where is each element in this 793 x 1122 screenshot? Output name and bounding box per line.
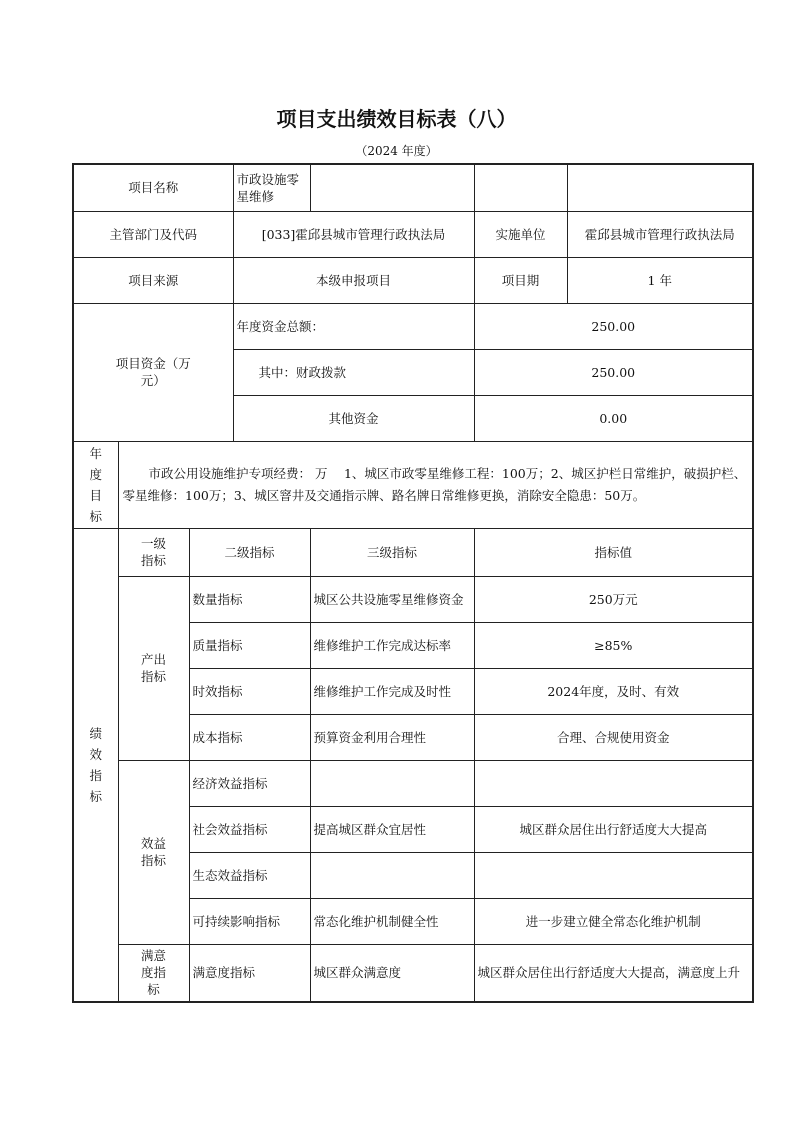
l2-cell: 可持续影响指标 (189, 898, 310, 944)
l1-cell: 产出指标 (118, 576, 189, 760)
l3-cell: 城区群众满意度 (310, 944, 474, 1002)
l3-cell: 城区公共设施零星维修资金 (310, 576, 474, 622)
fiscal-value: 250.00 (474, 349, 753, 395)
goal-label: 年度目标 (73, 441, 118, 528)
value-cell (474, 852, 753, 898)
dept-value: [033]霍邱县城市管理行政执法局 (233, 211, 474, 257)
value-cell: 城区群众居住出行舒适度大大提高，满意度上升 (474, 944, 753, 1002)
l3-cell: 提高城区群众宜居性 (310, 806, 474, 852)
empty-cell (310, 164, 474, 211)
l2-cell: 质量指标 (189, 622, 310, 668)
value-cell: 合理、合规使用资金 (474, 714, 753, 760)
fiscal-label: 其中：财政拨款 (233, 349, 474, 395)
header-l1: 一级指标 (118, 528, 189, 576)
table-row (73, 944, 753, 1002)
value-cell: 进一步建立健全常态化维护机制 (474, 898, 753, 944)
l1-cell: 满意度指标 (118, 944, 189, 1002)
name-label: 项目名称 (73, 164, 233, 211)
header-l2: 二级指标 (189, 528, 310, 576)
other-label: 其他资金 (233, 395, 474, 441)
l2-cell: 数量指标 (189, 576, 310, 622)
l3-cell: 预算资金利用合理性 (310, 714, 474, 760)
value-cell (474, 760, 753, 806)
page-title: 项目支出绩效目标表（八） (276, 107, 517, 131)
total-label: 年度资金总额： (233, 303, 474, 349)
value-cell: 2024年度，及时、有效 (474, 668, 753, 714)
empty-cell (567, 164, 753, 211)
value-cell: ≥85% (474, 622, 753, 668)
l3-cell: 维修维护工作完成及时性 (310, 668, 474, 714)
performance-table (72, 163, 754, 1003)
period-label: 项目期 (474, 257, 567, 303)
l3-cell (310, 760, 474, 806)
l1-cell: 效益指标 (118, 760, 189, 944)
l2-cell: 社会效益指标 (189, 806, 310, 852)
l2-cell: 经济效益指标 (189, 760, 310, 806)
impl-value: 霍邱县城市管理行政执法局 (567, 211, 753, 257)
name-value: 市政设施零星维修 (233, 164, 310, 211)
fiscal-year: （2024 年度） (355, 144, 438, 158)
value-cell: 城区群众居住出行舒适度大大提高 (474, 806, 753, 852)
l2-cell: 成本指标 (189, 714, 310, 760)
total-value: 250.00 (474, 303, 753, 349)
header-l3: 三级指标 (310, 528, 474, 576)
perf-label: 绩效指标 (73, 528, 118, 1002)
l2-cell: 时效指标 (189, 668, 310, 714)
l3-cell (310, 852, 474, 898)
funds-label: 项目资金（万元） (73, 303, 233, 441)
source-value: 本级申报项目 (233, 257, 474, 303)
table-row (73, 576, 753, 622)
dept-label: 主管部门及代码 (73, 211, 233, 257)
impl-label: 实施单位 (474, 211, 567, 257)
value-cell: 250万元 (474, 576, 753, 622)
l3-cell: 维修维护工作完成达标率 (310, 622, 474, 668)
period-value: 1 年 (567, 257, 753, 303)
goal-text: 市政公用设施维护专项经费： 万 1、城区市政零星维修工程：100万；2、城区护栏日常维护，破损护栏、零星维修：100万；3、城区窨井及交通指示牌、路名牌日常维修更换，消除安全隐患：50万。 (118, 441, 753, 528)
l2-cell: 生态效益指标 (189, 852, 310, 898)
l2-cell: 满意度指标 (189, 944, 310, 1002)
other-value: 0.00 (474, 395, 753, 441)
empty-cell (474, 164, 567, 211)
table-row (73, 760, 753, 806)
header-value: 指标值 (474, 528, 753, 576)
l3-cell: 常态化维护机制健全性 (310, 898, 474, 944)
source-label: 项目来源 (73, 257, 233, 303)
